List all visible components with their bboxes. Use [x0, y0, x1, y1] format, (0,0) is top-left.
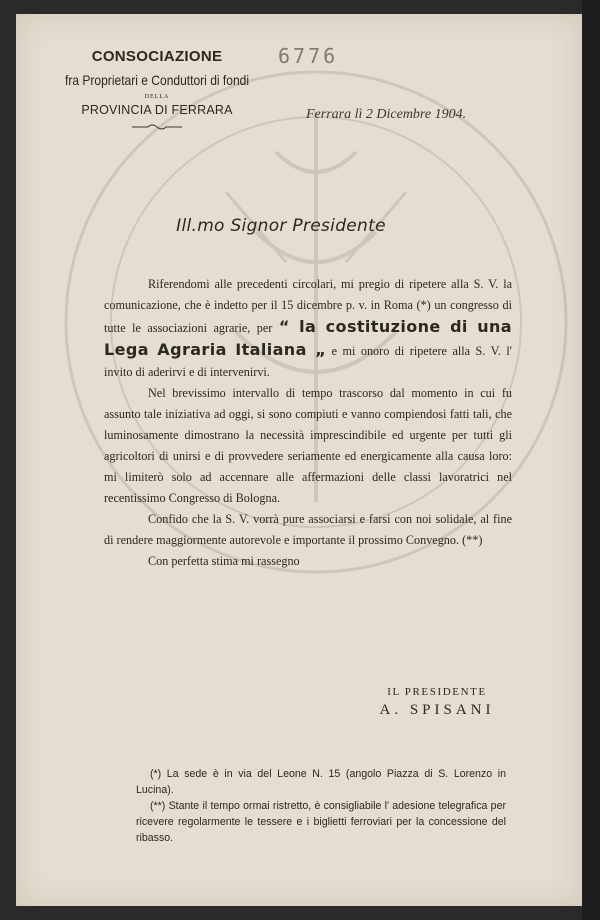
signature-block — [362, 686, 512, 719]
paragraph-1-text-a: Riferendomi alle precedenti circolari, mi pregio di ripetere alla S. V. la comunicazione, che è indetto per il 15 dicembre p. v. in Roma (*) un congresso di tutte le associazioni agrarie, per — [104, 277, 512, 335]
paragraph-1-text-b: e mi onoro di ripetere alla S. V. l' invito di aderirvi e di intervenirvi. — [104, 344, 512, 379]
flourish-ornament-icon — [132, 123, 182, 131]
league-title-emphasis: “ la costituzione di una Lega Agraria Italiana „ — [104, 317, 512, 359]
footnotes — [136, 766, 506, 846]
salutation: Ill.mo Signor Presidente — [176, 216, 386, 236]
scan-edge — [582, 0, 600, 920]
paragraph-2: Nel brevissimo intervallo di tempo trascorso dal momento in cui fu assunto tale iniziativa ad oggi, si sono compiuti e vanno compiendosi fatti tali, che luminosamente dimostrano la necessità imprescindibile ed urgente per tutti gli agricoltori di unirsi e di provvedere seriamente ed energicamente alla causa loro: mi limiterò solo ad accennare alle affermazioni delle classi lavoratrici nel recentissimo Congresso di Bologna. — [104, 386, 512, 505]
place-date: Ferrara lì 2 Dicembre 1904. — [306, 107, 467, 122]
org-name-line1: CONSOCIAZIONE — [91, 48, 223, 65]
org-name-line3: DELLA — [144, 94, 170, 100]
letter-sheet — [16, 14, 582, 906]
signature-title: IL PRESIDENTE — [387, 686, 487, 698]
org-name-line2: fra Proprietari e Conduttori di fondi — [64, 72, 250, 88]
org-name-line4: PROVINCIA DI FERRARA — [81, 103, 233, 117]
archive-stamp-number: 6776 — [278, 44, 339, 68]
letter-body — [104, 274, 512, 572]
letterhead — [42, 48, 272, 131]
signature-name: A. SPISANI — [379, 702, 495, 718]
paragraph-3: Confido che la S. V. vorrà pure associarsi e farsi con noi solidale, al fine di rendere maggiormente autorevole e importante il prossimo Convegno. (**) — [104, 512, 512, 547]
paragraph-1 — [104, 274, 512, 383]
closing-line: Con perfetta stima mi rassegno — [148, 554, 300, 568]
footnote-1: (*) La sede è in via del Leone N. 15 (angolo Piazza di S. Lorenzo in Lucina). — [136, 768, 506, 796]
footnote-2: (**) Stante il tempo ormai ristretto, è consigliabile l' adesione telegrafica per ricevere regolarmente le tessere e i biglietti ferroviari per la concessione del ribasso. — [136, 800, 506, 844]
